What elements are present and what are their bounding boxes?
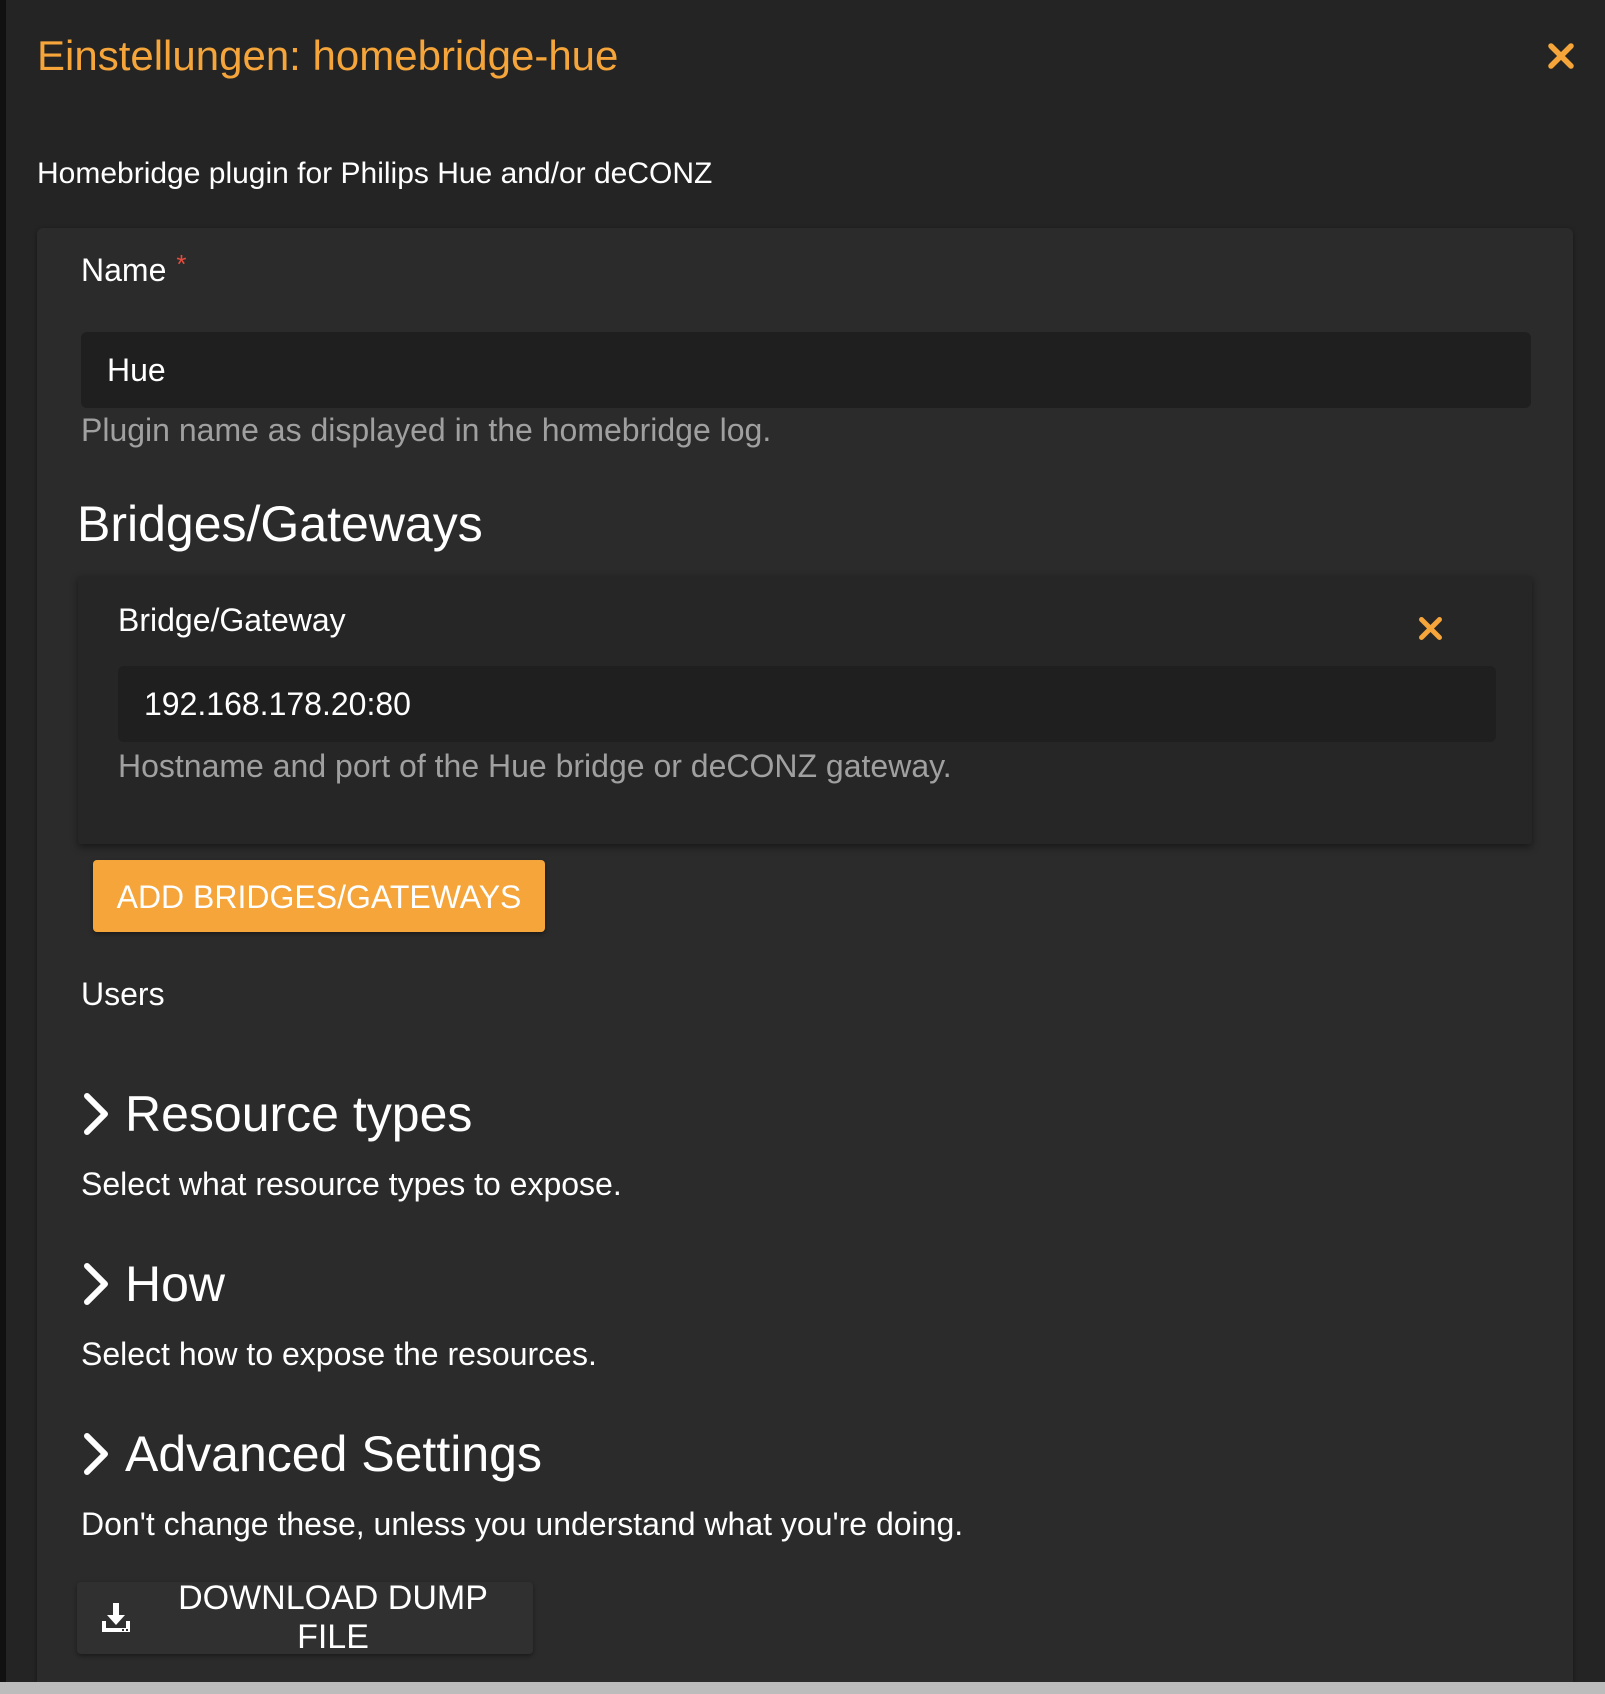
how-toggle[interactable] — [81, 1254, 225, 1314]
chevron-right-icon — [81, 1431, 111, 1477]
remove-icon — [1417, 615, 1444, 642]
close-button[interactable] — [1533, 28, 1589, 84]
download-icon — [99, 1601, 133, 1635]
download-button-label: DOWNLOAD DUMP FILE — [178, 1579, 488, 1656]
remove-bridge-button[interactable] — [1410, 608, 1450, 648]
modal-title: Einstellungen: homebridge-hue — [37, 32, 619, 79]
users-label: Users — [81, 976, 165, 1012]
name-label-text: Name — [81, 252, 167, 288]
name-input[interactable] — [81, 332, 1531, 408]
window-bottom-edge — [0, 1682, 1605, 1694]
how-description: Select how to expose the resources. — [81, 1336, 597, 1372]
resource-types-toggle[interactable] — [81, 1084, 472, 1144]
advanced-settings-description: Don't change these, unless you understand what you're doing. — [81, 1506, 964, 1542]
name-field-label — [81, 250, 186, 292]
required-marker: * — [176, 249, 187, 279]
plugin-description: Homebridge plugin for Philips Hue and/or deCONZ — [37, 157, 713, 190]
bridge-host-input[interactable] — [118, 666, 1496, 742]
add-bridges-gateways-button[interactable]: ADD BRIDGES/GATEWAYS — [93, 860, 545, 932]
name-help-text: Plugin name as displayed in the homebridge log. — [81, 412, 772, 448]
chevron-right-icon — [81, 1261, 111, 1307]
bridges-section-heading: Bridges/Gateways — [77, 496, 483, 552]
resource-types-description: Select what resource types to expose. — [81, 1166, 622, 1202]
close-icon — [1546, 41, 1576, 71]
chevron-right-icon — [81, 1091, 111, 1137]
advanced-settings-title: Advanced Settings — [125, 1426, 542, 1482]
bridge-gateway-item — [78, 576, 1532, 844]
bridge-gateway-label: Bridge/Gateway — [118, 602, 346, 638]
settings-modal — [6, 0, 1605, 1682]
advanced-settings-toggle[interactable] — [81, 1424, 542, 1484]
resource-types-title: Resource types — [125, 1086, 473, 1142]
bridge-help-text: Hostname and port of the Hue bridge or deCONZ gateway. — [118, 748, 952, 784]
download-dump-file-button[interactable] — [77, 1579, 533, 1656]
how-title: How — [125, 1256, 226, 1312]
settings-form — [37, 228, 1573, 1682]
